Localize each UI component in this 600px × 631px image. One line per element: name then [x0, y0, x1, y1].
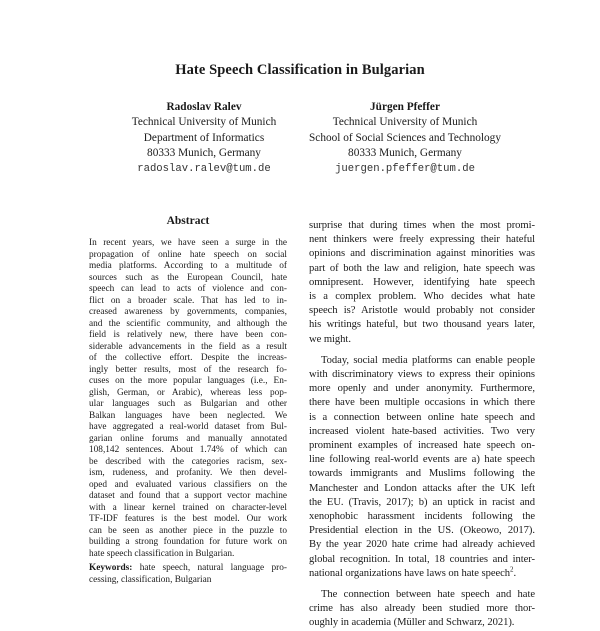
abstract-line: speech can lead to acts of violence and con-: [89, 284, 287, 294]
body-line: omnipresent. However, identifying hate speech: [309, 276, 535, 288]
abstract-line: hate speech classification in Bulgarian.: [89, 548, 235, 559]
abstract-line: ingly better results, most of the research fo-: [89, 364, 287, 375]
abstract-line: of the collective effort. Despite the increas-: [89, 353, 287, 363]
abstract-line: ism, rudeness, and profanity. We then devel-: [89, 468, 287, 478]
abstract-line: Balkan languages have been neglected. We: [89, 410, 287, 421]
abstract-line: garian online forums and manually annotated: [89, 433, 287, 444]
abstract-line: oped and evaluated various classifiers on the: [89, 479, 287, 490]
author-email: radoslav.ralev@tum.de: [137, 162, 271, 175]
abstract-line: In recent years, we have seen a surge in the: [89, 238, 287, 248]
abstract-line: creased awareness by governments, companies,: [89, 307, 287, 317]
abstract-line: with a linear kernel trained on character-level: [89, 502, 287, 513]
body-line: towards immigrants and Muslims following the: [309, 468, 535, 480]
body-line: nent thinkers were freely expressing their hateful: [309, 234, 535, 246]
abstract-line: media platforms. According to a multitude of: [89, 261, 287, 271]
body-line: his writings hateful, but two thousand years later,: [309, 319, 535, 331]
abstract-line: glish, German, or Arabic), whereas less pop-: [89, 387, 287, 398]
abstract-line: flict on a broader scale. That has led to in-: [89, 295, 287, 306]
paper-title: Hate Speech Classification in Bulgarian: [175, 62, 425, 78]
body-line: Presidential election in the US. (Okeowo, 2017).: [309, 525, 535, 537]
keywords: [89, 563, 287, 586]
body-column: [309, 219, 535, 631]
abstract-line: building a strong foundation for future work on: [89, 537, 287, 547]
body-line: By the year 2020 hate crime had already achieved: [309, 539, 535, 551]
abstract-line: 108,142 sentences. About 1.74% of which can: [89, 445, 287, 455]
body-line: crime has also already been studied more thor-: [309, 603, 535, 615]
abstract-line: sources such as the European Council, hate: [89, 272, 287, 283]
abstract-line: cuses on the more popular languages (i.e., En-: [89, 376, 287, 386]
body-line: [309, 567, 535, 581]
abstract-line: dataset and found that a support vector machine: [89, 491, 287, 501]
author-affiliation: Department of Informatics: [143, 131, 265, 144]
body-line: is a complex problem. Who decides what hate: [309, 291, 535, 303]
author-affiliation: 80333 Munich, Germany: [147, 147, 261, 160]
author-affiliation: School of Social Sciences and Technology: [309, 131, 501, 144]
abstract-line: propagation of online hate speech on social: [89, 249, 287, 260]
body-line: prominent examples of increased hate speech on-: [309, 440, 535, 452]
abstract-line: have aggregated a real-world dataset from Bul-: [89, 422, 287, 432]
body-line: is a connection between online hate speech and: [309, 411, 535, 423]
abstract-line: be described with the categories racism, sex-: [89, 456, 287, 467]
body-line: Manchester and London attacks after the UK left: [309, 482, 535, 494]
abstract-line: TF-IDF features is the best model. Our work: [89, 514, 287, 524]
abstract-line: siderable advancements in the field as a result: [89, 341, 287, 352]
keywords-line: [89, 563, 287, 575]
author-name: Radoslav Ralev: [166, 101, 242, 113]
body-line: we might.: [309, 333, 351, 345]
body-line: opinions and discrimination against minorities was: [309, 248, 535, 260]
author-block-2: [292, 100, 518, 177]
body-line: part of both the law and religion, hate speech was: [309, 262, 535, 274]
body-line: line following real-world events are a) hate speech: [309, 454, 535, 466]
footnote-marker[interactable]: 2: [510, 565, 514, 574]
body-text: .: [513, 567, 517, 579]
abstract-line: ular languages such as Bulgarian and other: [89, 399, 287, 409]
abstract-line: and the scientific community, and although the: [89, 318, 287, 329]
author-email: juergen.pfeffer@tum.de: [335, 162, 475, 175]
body-line: Today, social media platforms can enable people: [321, 354, 535, 366]
abstract-body: [89, 238, 287, 586]
author-name: Jürgen Pfeffer: [370, 101, 440, 113]
body-line: with discriminatory views to express their opinions: [309, 369, 535, 381]
body-line: there have been multiple occasions in which there: [309, 397, 535, 409]
abstract-line: field is relatively new, there have been con-: [89, 330, 287, 340]
author-affiliation: 80333 Munich, Germany: [348, 147, 462, 160]
body-line: surprise that during times when the most promi-: [309, 220, 535, 231]
keywords-label: Keywords:: [89, 563, 133, 573]
body-line: increased violent hate-based activities. Two very: [309, 425, 535, 437]
body-line: more openly and under anonymity. Furthermore,: [309, 383, 535, 395]
body-line: global recognition. In total, 18 countries and inter-: [309, 553, 535, 565]
body-text: national organizations have laws on hate speech: [309, 567, 511, 579]
keywords-text: hate speech, natural language pro-: [139, 563, 287, 573]
author-affiliation: Technical University of Munich: [131, 116, 277, 129]
author-block-1: [95, 100, 313, 177]
author-affiliation: Technical University of Munich: [332, 116, 478, 129]
body-line: the EU. (Travis, 2017); b) an uptick in racist and: [309, 496, 535, 508]
abstract-line: can be seen as another piece in the puzzle to: [89, 525, 287, 536]
body-line: oughly in academia (Müller and Schwarz, 2021).: [309, 617, 515, 629]
abstract-heading: Abstract: [166, 215, 210, 227]
keywords-line: cessing, classification, Bulgarian: [89, 574, 212, 585]
body-line: xenophobic harassment incidents following the: [309, 511, 535, 523]
body-line: speech is? Aristotle would probably not consider: [309, 305, 535, 317]
body-line: The connection between hate speech and hate: [321, 589, 535, 601]
